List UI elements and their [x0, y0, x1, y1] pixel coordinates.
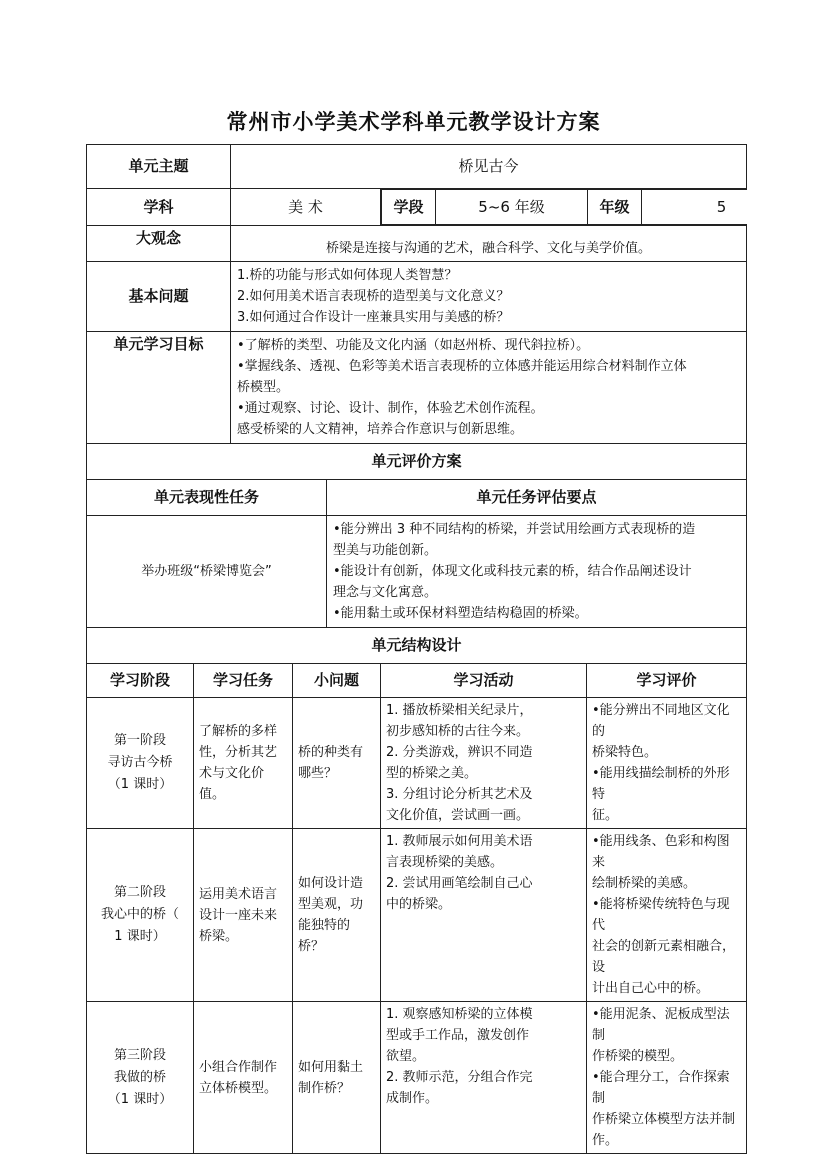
stage-name: 第三阶段	[113, 1047, 166, 1063]
subject-row-right	[381, 189, 747, 226]
stage-title: 我做的桥	[113, 1069, 166, 1085]
evaluation-task-header: 单元表现性任务	[87, 480, 327, 516]
evaluation-line: •能将桥梁传统特色与现代	[592, 897, 730, 933]
structure-section-title: 单元结构设计	[87, 628, 747, 664]
header-task: 学习任务	[194, 664, 293, 698]
evaluation-line: •能分辨出不同地区文化的	[592, 703, 730, 739]
grade-label: 年级	[588, 190, 642, 225]
task-line: 运用美术语言	[199, 886, 278, 902]
objective-line: 感受桥梁的人文精神，培养合作意识与创新思维。	[237, 422, 524, 437]
task-line: 性，分析其艺	[199, 745, 278, 760]
evaluation-line: 作。	[592, 1133, 619, 1148]
activity-line: 2. 分类游戏，辨识不同造	[386, 745, 533, 760]
task-line: 术与文化价值。	[199, 766, 265, 802]
evaluation-point-line: 型美与功能创新。	[333, 543, 438, 558]
subject-label: 学科	[87, 189, 231, 226]
evaluation-line: •能合理分工，合作探索制	[592, 1070, 730, 1106]
question-line: 哪些？	[298, 766, 338, 781]
stage-cell	[87, 829, 194, 1002]
evaluation-point-line: 理念与文化寓意。	[333, 585, 438, 600]
task-cell	[194, 698, 293, 829]
evaluation-point-line: •能分辨出 3 种不同结构的桥梁，并尝试用绘画方式表现桥的造	[333, 522, 696, 537]
stage-label-cell: 学段	[382, 190, 436, 225]
evaluation-cell	[587, 829, 747, 1002]
activity-cell	[381, 1002, 587, 1154]
stage-hours: 1 课时）	[114, 929, 166, 944]
evaluation-points	[327, 516, 747, 628]
activity-line: 言表现桥梁的美感。	[386, 855, 504, 870]
question-line: 能独特的	[298, 918, 351, 933]
stage-cell	[87, 698, 194, 829]
stage-name: 第二阶段	[113, 885, 166, 900]
subject-subtable	[381, 189, 747, 225]
lesson-plan-table	[86, 144, 747, 1154]
question-line: 桥的种类有	[298, 745, 364, 760]
activity-cell	[381, 829, 587, 1002]
header-evaluation: 学习评价	[587, 664, 747, 698]
evaluation-line: 社会的创新元素相融合，设	[592, 939, 736, 975]
activity-line: 欲望。	[386, 1049, 426, 1064]
evaluation-line: 征。	[592, 808, 619, 823]
evaluation-line: 计出自己心中的桥。	[592, 981, 710, 996]
task-line: 小组合作制作	[199, 1059, 278, 1075]
stage-value: 5~6 年级	[436, 190, 588, 225]
basic-question: 2.如何用美术语言表现桥的造型美与文化意义？	[237, 289, 510, 304]
basic-question: 1.桥的功能与形式如何体现人类智慧？	[237, 268, 458, 283]
task-line: 了解桥的多样	[199, 724, 278, 739]
evaluation-line: 作桥梁的模型。	[592, 1049, 684, 1064]
evaluation-line: 作桥梁立体模型方法并制	[592, 1112, 736, 1127]
evaluation-line: •能用泥条、泥板成型法制	[592, 1007, 730, 1043]
stage-cell	[87, 1002, 194, 1154]
stage-title: 寻访古今桥	[107, 755, 173, 770]
evaluation-point-line: •能设计有创新，体现文化或科技元素的桥，结合作品阐述设计	[333, 564, 692, 579]
activity-line: 文化价值，尝试画一画。	[386, 808, 530, 823]
question-line: 制作桥？	[298, 1080, 351, 1096]
activity-line: 2. 教师示范，分组合作完	[386, 1070, 533, 1085]
objectives-list	[231, 332, 747, 444]
grade-value: 5	[642, 190, 747, 225]
big-idea-label: 大观念	[87, 226, 231, 262]
evaluation-line: •能用线条、色彩和构图来	[592, 834, 730, 870]
objective-line: •了解桥的类型、功能及文化内涵（如赵州桥、现代斜拉桥）。	[237, 338, 590, 353]
question-line: 如何设计造	[298, 876, 364, 891]
basic-questions-label: 基本问题	[87, 262, 231, 332]
activity-line: 成制作。	[386, 1091, 439, 1106]
header-question: 小问题	[293, 664, 381, 698]
basic-question: 3.如何通过合作设计一座兼具实用与美感的桥？	[237, 310, 510, 325]
activity-line: 1. 播放桥梁相关纪录片，	[386, 703, 533, 718]
stage-title: 我心中的桥（	[100, 907, 179, 922]
activity-cell	[381, 698, 587, 829]
document-title: 常州市小学美术学科单元教学设计方案	[226, 109, 601, 134]
basic-questions-list	[231, 262, 747, 332]
header-stage: 学习阶段	[87, 664, 194, 698]
activity-line: 型或手工作品，激发创作	[386, 1028, 530, 1043]
activity-line: 型的桥梁之美。	[386, 766, 478, 781]
evaluation-line: 桥梁特色。	[592, 745, 658, 760]
evaluation-task: 举办班级“桥梁博览会”	[87, 516, 327, 628]
big-idea-value: 桥梁是连接与沟通的艺术，融合科学、文化与美学价值。	[231, 226, 747, 262]
objectives-label: 单元学习目标	[87, 332, 231, 444]
evaluation-cell	[587, 1002, 747, 1154]
evaluation-line: •能用线描绘制桥的外形特	[592, 766, 730, 802]
activity-line: 2. 尝试用画笔绘制自己心	[386, 876, 533, 891]
evaluation-points-header: 单元任务评估要点	[327, 480, 747, 516]
task-cell	[194, 829, 293, 1002]
question-cell	[293, 829, 381, 1002]
evaluation-point-line: •能用黏土或环保材料塑造结构稳固的桥梁。	[333, 606, 588, 621]
objective-line: •掌握线条、透视、色彩等美术语言表现桥的立体感并能运用综合材料制作立体	[237, 359, 687, 374]
activity-line: 3. 分组讨论分析其艺术及	[386, 787, 533, 802]
stage-hours: （1 课时）	[107, 777, 173, 792]
evaluation-cell	[587, 698, 747, 829]
unit-theme-label: 单元主题	[87, 145, 231, 189]
activity-line: 1. 教师展示如何用美术语	[386, 834, 533, 849]
evaluation-line: 绘制桥梁的美感。	[592, 876, 697, 891]
task-line: 设计一座未来	[199, 907, 278, 923]
objective-line: •通过观察、讨论、设计、制作，体验艺术创作流程。	[237, 401, 544, 416]
header-activity: 学习活动	[381, 664, 587, 698]
subject-value: 美 术	[231, 189, 381, 226]
question-cell	[293, 698, 381, 829]
task-cell	[194, 1002, 293, 1154]
stage-hours: （1 课时）	[107, 1091, 173, 1107]
question-line: 型美观，功	[298, 897, 364, 912]
activity-line: 1. 观察感知桥梁的立体模	[386, 1007, 533, 1022]
task-line: 桥梁。	[199, 928, 239, 944]
stage-name: 第一阶段	[113, 733, 166, 748]
question-line: 如何用黏土	[298, 1059, 364, 1075]
activity-line: 初步感知桥的古往今来。	[386, 724, 530, 739]
unit-theme-value: 桥见古今	[231, 145, 747, 189]
question-line: 桥？	[298, 939, 325, 954]
evaluation-section-title: 单元评价方案	[87, 444, 747, 480]
question-cell	[293, 1002, 381, 1154]
activity-line: 中的桥梁。	[386, 897, 452, 912]
objective-line: 桥模型。	[237, 380, 290, 395]
task-line: 立体桥模型。	[199, 1080, 278, 1096]
